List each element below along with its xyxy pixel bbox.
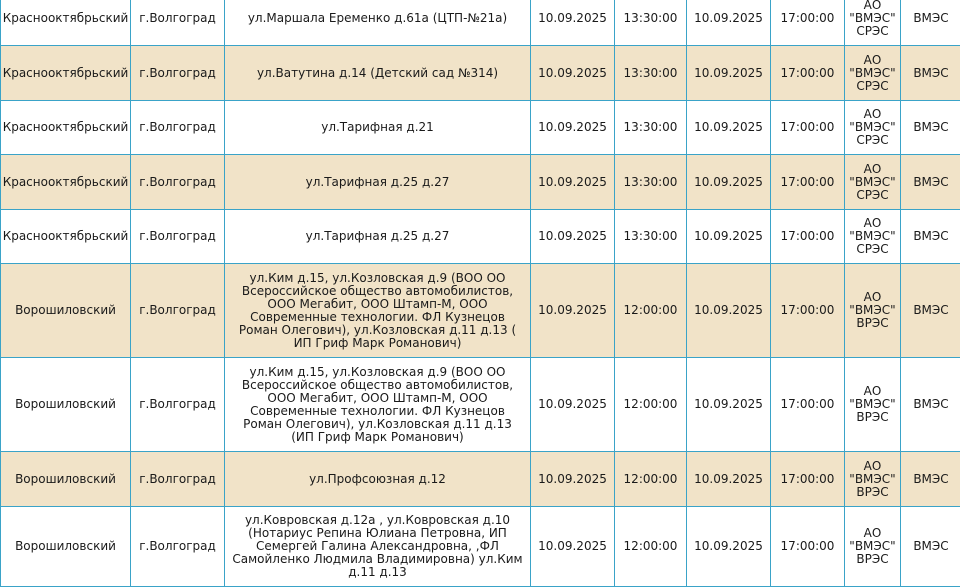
end-date-cell: 10.09.2025 — [687, 0, 771, 46]
organization-cell: АО "ВМЭС" ВРЭС — [845, 264, 901, 358]
city-cell: г.Волгоград — [131, 452, 225, 507]
district-cell: Ворошиловский — [1, 507, 131, 587]
end-time-cell: 17:00:00 — [771, 0, 845, 46]
city-cell: г.Волгоград — [131, 46, 225, 101]
table-row — [1, 452, 960, 507]
owner-cell: ВМЭС — [901, 452, 960, 507]
table-row — [1, 0, 960, 46]
owner-cell: ВМЭС — [901, 507, 960, 587]
organization-cell: АО "ВМЭС" СРЭС — [845, 210, 901, 264]
district-cell: Краснооктябрьский — [1, 46, 131, 101]
end-time-cell: 17:00:00 — [771, 210, 845, 264]
start-time-cell: 13:30:00 — [615, 46, 687, 101]
end-date-cell: 10.09.2025 — [687, 210, 771, 264]
end-time-cell: 17:00:00 — [771, 358, 845, 452]
owner-cell: ВМЭС — [901, 210, 960, 264]
start-date-cell: 10.09.2025 — [531, 507, 615, 587]
end-time-cell: 17:00:00 — [771, 452, 845, 507]
start-time-cell: 12:00:00 — [615, 452, 687, 507]
table-row — [1, 358, 960, 452]
organization-cell: АО "ВМЭС" ВРЭС — [845, 507, 901, 587]
start-date-cell: 10.09.2025 — [531, 155, 615, 210]
start-date-cell: 10.09.2025 — [531, 358, 615, 452]
organization-cell: АО "ВМЭС" СРЭС — [845, 0, 901, 46]
end-time-cell: 17:00:00 — [771, 46, 845, 101]
table-row — [1, 210, 960, 264]
start-time-cell: 12:00:00 — [615, 358, 687, 452]
organization-cell: АО "ВМЭС" СРЭС — [845, 155, 901, 210]
address-cell: ул.Ким д.15, ул.Козловская д.9 (ВОО ОО Всероссийское общество автомобилистов, ООО Мегабит, ООО Штамп-М, ООО Современные технологии. ФЛ Кузнецов Роман Олегович), ул.Козловская д.11 д.13 ( ИП Гриф Марк Романович) — [225, 264, 531, 358]
owner-cell: ВМЭС — [901, 264, 960, 358]
district-cell: Краснооктябрьский — [1, 210, 131, 264]
address-cell: ул.Ким д.15, ул.Козловская д.9 (ВОО ОО Всероссийское общество автомобилистов, ООО Мегабит, ООО Штамп-М, ООО Современные технологии. ФЛ Кузнецов Роман Олегович), ул.Козловская д.11 д.13 (ИП Гриф Марк Романович) — [225, 358, 531, 452]
owner-cell: ВМЭС — [901, 155, 960, 210]
table-row — [1, 507, 960, 587]
city-cell: г.Волгоград — [131, 0, 225, 46]
district-cell: Краснооктябрьский — [1, 0, 131, 46]
end-time-cell: 17:00:00 — [771, 155, 845, 210]
end-time-cell: 17:00:00 — [771, 507, 845, 587]
organization-cell: АО "ВМЭС" СРЭС — [845, 46, 901, 101]
city-cell: г.Волгоград — [131, 507, 225, 587]
owner-cell: ВМЭС — [901, 101, 960, 155]
end-date-cell: 10.09.2025 — [687, 46, 771, 101]
district-cell: Ворошиловский — [1, 264, 131, 358]
district-cell: Ворошиловский — [1, 358, 131, 452]
start-date-cell: 10.09.2025 — [531, 452, 615, 507]
start-time-cell: 13:30:00 — [615, 0, 687, 46]
start-time-cell: 13:30:00 — [615, 101, 687, 155]
end-time-cell: 17:00:00 — [771, 101, 845, 155]
start-time-cell: 13:30:00 — [615, 210, 687, 264]
table-row — [1, 101, 960, 155]
table-row — [1, 155, 960, 210]
table-body — [1, 0, 960, 587]
address-cell: ул.Тарифная д.25 д.27 — [225, 155, 531, 210]
city-cell: г.Волгоград — [131, 358, 225, 452]
end-date-cell: 10.09.2025 — [687, 264, 771, 358]
organization-cell: АО "ВМЭС" ВРЭС — [845, 452, 901, 507]
district-cell: Ворошиловский — [1, 452, 131, 507]
address-cell: ул.Профсоюзная д.12 — [225, 452, 531, 507]
start-time-cell: 12:00:00 — [615, 507, 687, 587]
address-cell: ул.Маршала Еременко д.61а (ЦТП-№21а) — [225, 0, 531, 46]
start-date-cell: 10.09.2025 — [531, 210, 615, 264]
start-date-cell: 10.09.2025 — [531, 264, 615, 358]
end-date-cell: 10.09.2025 — [687, 507, 771, 587]
organization-cell: АО "ВМЭС" СРЭС — [845, 101, 901, 155]
owner-cell: ВМЭС — [901, 46, 960, 101]
start-time-cell: 13:30:00 — [615, 155, 687, 210]
start-date-cell: 10.09.2025 — [531, 46, 615, 101]
organization-cell: АО "ВМЭС" ВРЭС — [845, 358, 901, 452]
address-cell: ул.Ватутина д.14 (Детский сад №314) — [225, 46, 531, 101]
address-cell: ул.Тарифная д.25 д.27 — [225, 210, 531, 264]
city-cell: г.Волгоград — [131, 264, 225, 358]
district-cell: Краснооктябрьский — [1, 155, 131, 210]
end-date-cell: 10.09.2025 — [687, 101, 771, 155]
end-date-cell: 10.09.2025 — [687, 358, 771, 452]
owner-cell: ВМЭС — [901, 358, 960, 452]
end-time-cell: 17:00:00 — [771, 264, 845, 358]
address-cell: ул.Ковровская д.12а , ул.Ковровская д.10 (Нотариус Репина Юлиана Петровна, ИП Семергей Галина Александровна, ,ФЛ Самойленко Людмила Владимировна) ул.Ким д.11 д.13 — [225, 507, 531, 587]
address-cell: ул.Тарифная д.21 — [225, 101, 531, 155]
district-cell: Краснооктябрьский — [1, 101, 131, 155]
start-date-cell: 10.09.2025 — [531, 0, 615, 46]
start-time-cell: 12:00:00 — [615, 264, 687, 358]
end-date-cell: 10.09.2025 — [687, 155, 771, 210]
city-cell: г.Волгоград — [131, 210, 225, 264]
table-row — [1, 264, 960, 358]
owner-cell: ВМЭС — [901, 0, 960, 46]
city-cell: г.Волгоград — [131, 155, 225, 210]
table-row — [1, 46, 960, 101]
start-date-cell: 10.09.2025 — [531, 101, 615, 155]
city-cell: г.Волгоград — [131, 101, 225, 155]
end-date-cell: 10.09.2025 — [687, 452, 771, 507]
